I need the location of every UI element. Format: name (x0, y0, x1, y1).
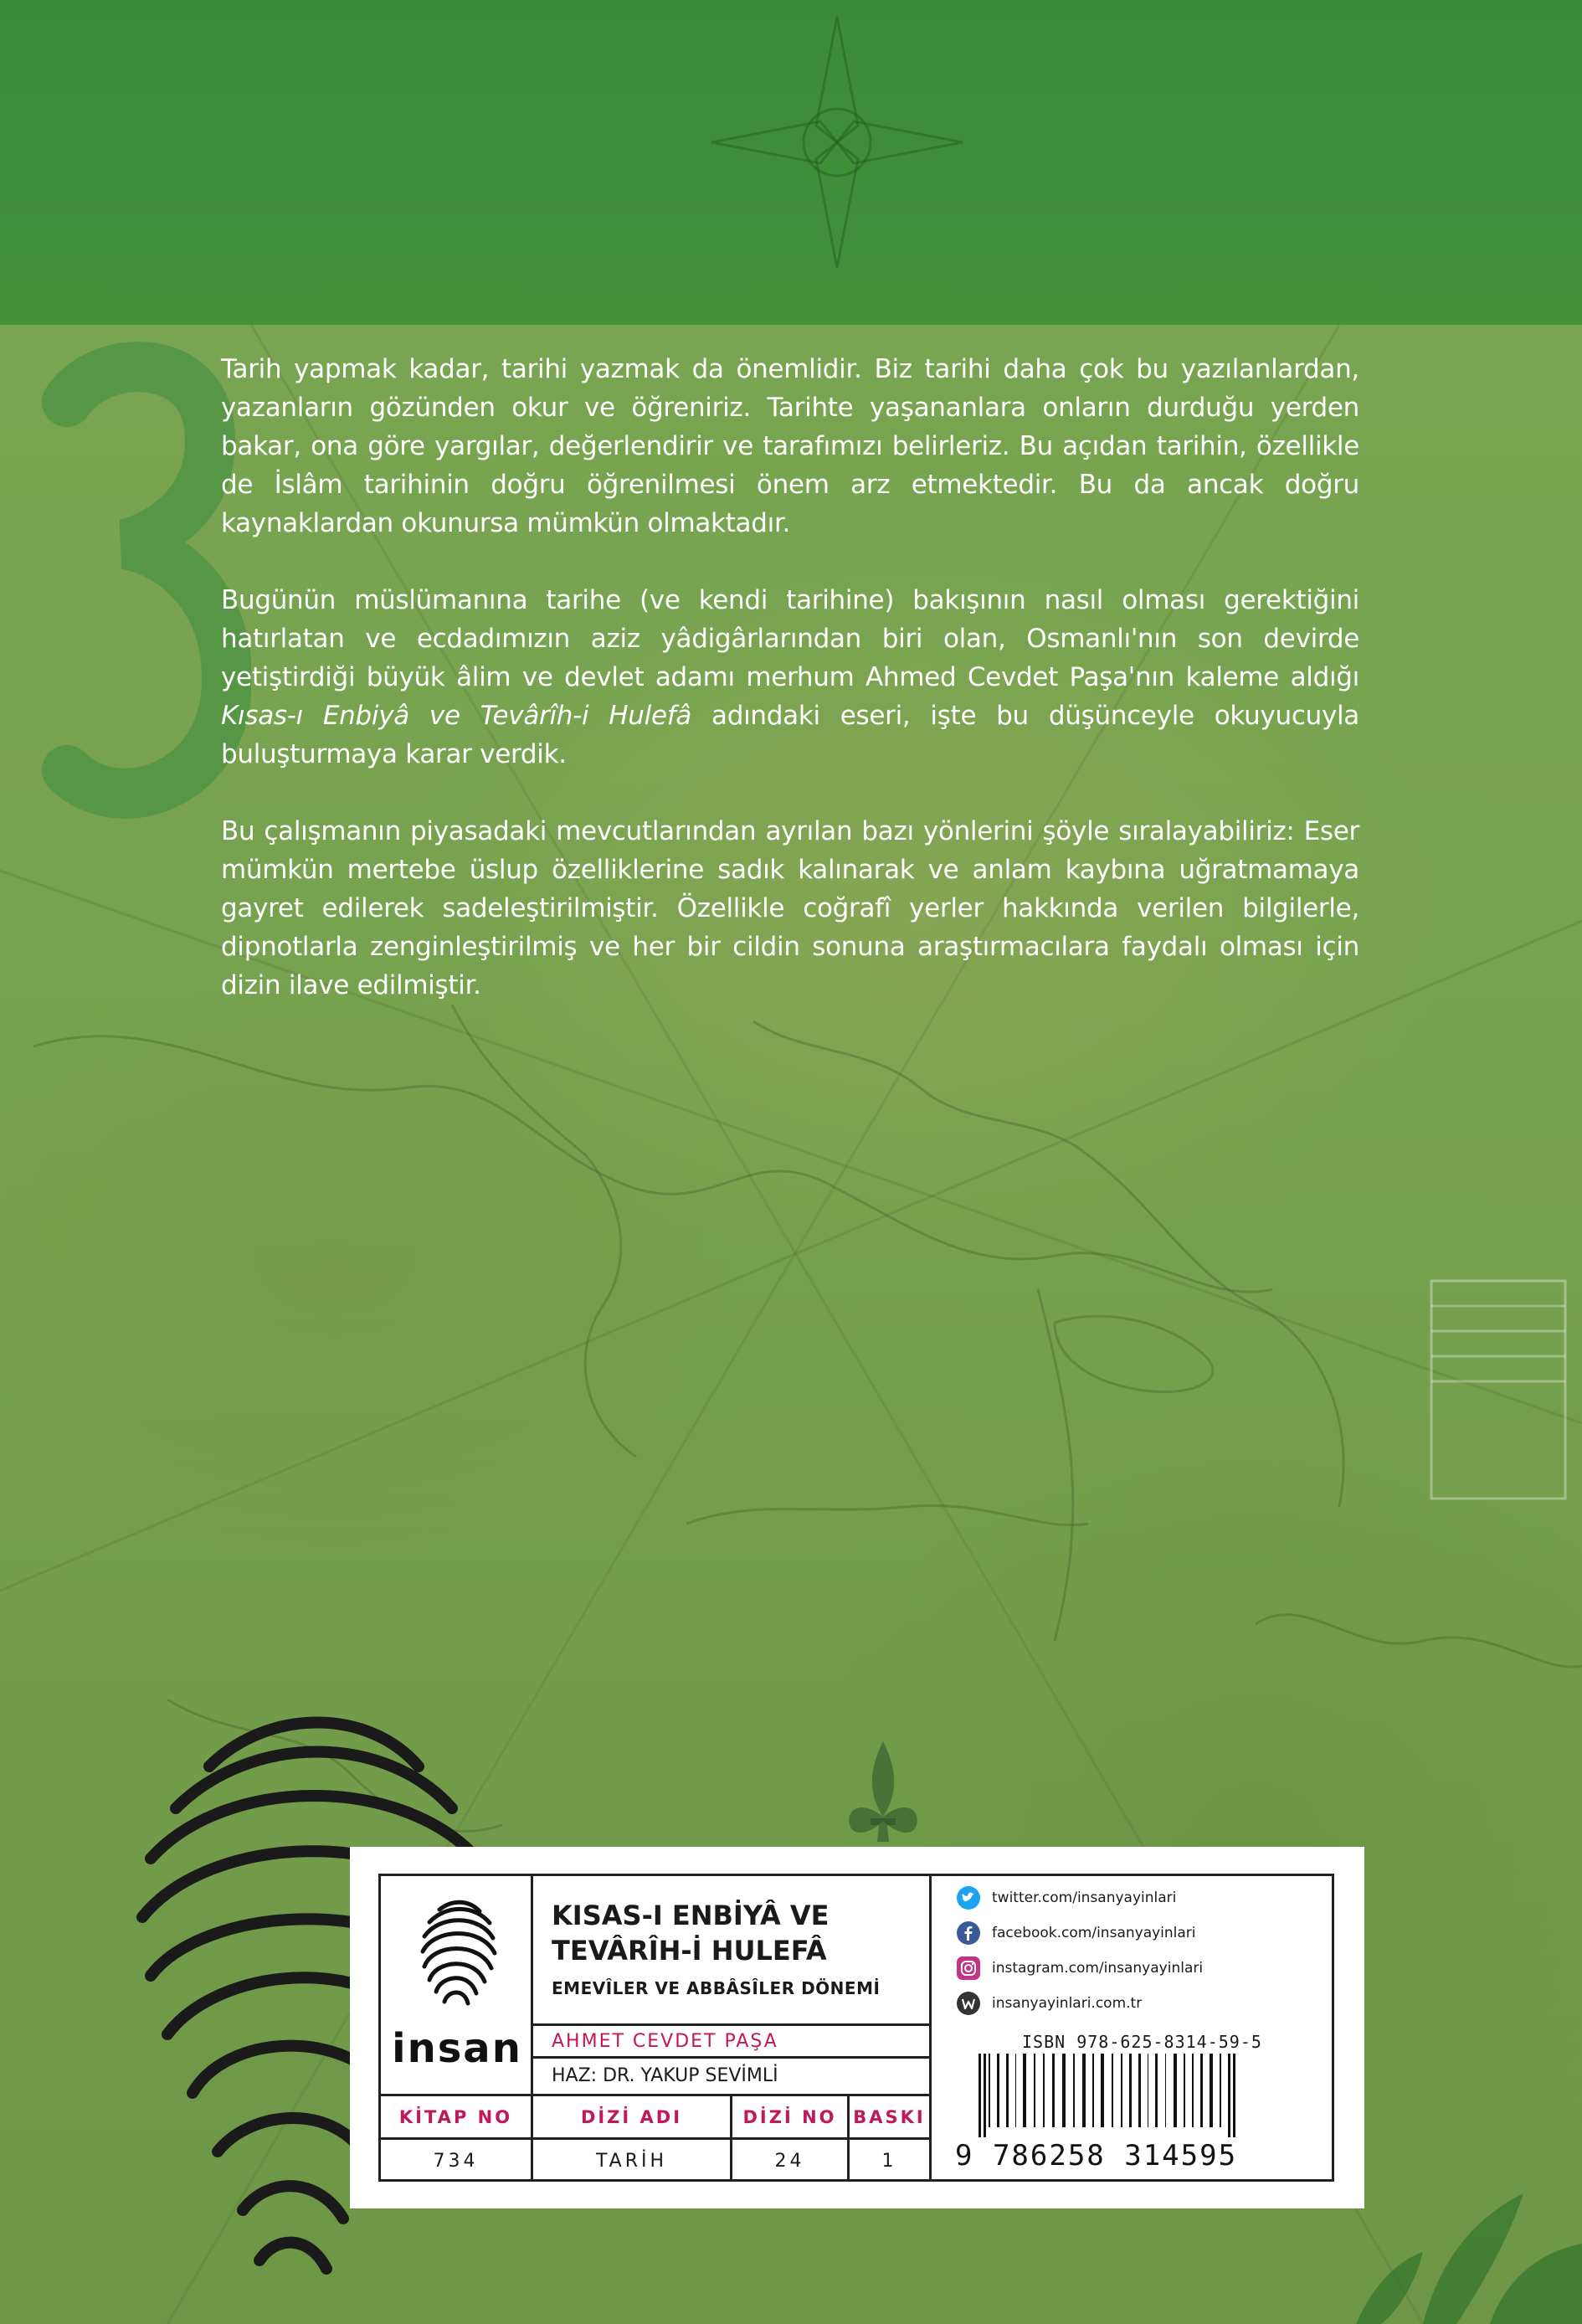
barcode-bar (1184, 2054, 1185, 2127)
catalog-header-series-name: DİZİ ADI (533, 2096, 730, 2140)
fingerprint-logo-icon (381, 1876, 533, 2027)
barcode-bar (1121, 2054, 1122, 2127)
blurb-paragraph-2-end: adındaki eseri, işte bu düşünceyle okuyucuyla buluşturmaya karar verdik. (221, 701, 1360, 769)
catalog-col-edition (850, 2096, 929, 2182)
catalog-header-book-no: KİTAP NO (381, 2096, 531, 2140)
blurb-paragraph-3: Bu çalışmanın piyasadaki mevcutlarından ayrılan bazı yönlerini şöyle sıralayabiliriz: Eser mümkün mertebe üslup özelliklerine sadık kalınarak ve anlam kaybına uğratmamaya gayret edilerek sadeleştirilmiştir. Özellikle coğrafî yerler hakkında verilen bilgilerle, dipnotlarla zenginleştirilmiş ve her bir cildin sonuna araştırmacılara faydalı olması için dizin ilave edilmiştir. (221, 816, 1359, 1000)
catalog-value-edition: 1 (881, 2150, 897, 2172)
barcode-bar (1200, 2054, 1203, 2127)
barcode-bar (1228, 2054, 1230, 2137)
barcode-bar (1015, 2054, 1016, 2127)
twitter-icon (957, 1886, 980, 1910)
instagram-link-text: instagram.com/insanyayinlari (992, 1960, 1204, 1977)
web-icon (957, 1992, 980, 2015)
barcode-bar (1210, 2054, 1213, 2127)
editor-name: HAZ: DR. YAKUP SEVİMLİ (552, 2065, 778, 2086)
barcode-bar (1006, 2054, 1009, 2127)
catalog-table (381, 2094, 932, 2182)
barcode-digits: 9 786258 314595 (955, 2139, 1238, 2172)
barcode-bar (1155, 2054, 1158, 2127)
catalog-value-book-no: 734 (433, 2150, 479, 2172)
barcode-bar (1052, 2054, 1055, 2127)
title-cell (533, 1876, 932, 2094)
barcode-bar (1062, 2054, 1066, 2127)
barcode-bar (1174, 2054, 1177, 2127)
book-subtitle: EMEVÎLER VE ABBÂSÎLER DÖNEMİ (552, 1978, 881, 1998)
author-name: AHMET CEVDET PAŞA (552, 2031, 778, 2052)
barcode-bar (984, 2054, 986, 2137)
twitter-link-text: twitter.com/insanyayinlari (992, 1890, 1177, 1906)
book-title-line-1: KISAS-I ENBİYÂ VE (552, 1900, 830, 1931)
barcode-bar (1233, 2054, 1235, 2137)
catalog-value-series-no: 24 (774, 2150, 805, 2172)
barcode-bar (1165, 2054, 1166, 2127)
back-cover-blurb (221, 350, 1359, 1043)
barcode-bar (1220, 2054, 1221, 2127)
catalog-header-series-no: DİZİ NO (732, 2096, 847, 2140)
book-title (552, 1898, 920, 1968)
barcode-bar (1043, 2054, 1045, 2127)
social-twitter (957, 1884, 1176, 1911)
barcode-bar (1101, 2054, 1104, 2127)
barcode-bar (1034, 2054, 1035, 2127)
catalog-value-series-name: TARİH (595, 2150, 668, 2172)
barcode-bar (1129, 2054, 1132, 2127)
isbn-number: ISBN 978-625-8314-59-5 (1022, 2032, 1262, 2052)
barcode (973, 2054, 1308, 2137)
blurb-paragraph-2-start: Bugünün müslümanına tarihe (ve kendi tarihine) bakışının nasıl olması gerektiğini hatırlatan ve ecdadımızın aziz yâdigârlarından biri olan, Osmanlı'nın son devirde yetiştirdiği büyük âlim ve devlet adamı merhum Ahmed Cevdet Paşa'nın kaleme aldığı (221, 585, 1359, 692)
instagram-icon (957, 1956, 980, 1980)
social-facebook (957, 1920, 1196, 1946)
plant-illustration (1356, 2193, 1582, 2324)
facebook-link-text: facebook.com/insanyayinlari (992, 1925, 1196, 1941)
facebook-icon (957, 1921, 980, 1945)
author-row (533, 2023, 929, 2059)
catalog-header-edition: BASKI (850, 2096, 929, 2140)
barcode-bar (989, 2054, 990, 2127)
barcode-bar (978, 2054, 981, 2137)
large-number-three-decoration (33, 335, 251, 837)
website-link-text: insanyayinlari.com.tr (992, 1995, 1143, 2012)
catalog-col-series-name (533, 2096, 732, 2182)
social-website (957, 1990, 1142, 2017)
barcode-bar (1073, 2054, 1075, 2127)
barcode-bar (1192, 2054, 1194, 2127)
barcode-bar (1112, 2054, 1113, 2127)
catalog-col-series-no (732, 2096, 850, 2182)
barcode-bar (1023, 2054, 1026, 2127)
barcode-bar (1082, 2054, 1086, 2127)
barcode-bar (1138, 2054, 1141, 2127)
barcode-bar (1092, 2054, 1094, 2127)
book-info-box (350, 1847, 1364, 2208)
book-title-italic: Kısas-ı Enbiyâ ve Tevârîh-i Hulefâ (221, 701, 692, 731)
fleur-de-lis-icon (849, 1741, 917, 1842)
barcode-bar (997, 2054, 999, 2127)
social-instagram (957, 1955, 1203, 1982)
publisher-logo-text: insan (392, 2025, 522, 2072)
publisher-logo-cell (381, 1876, 533, 2094)
blurb-paragraph-2 (221, 581, 1359, 774)
book-title-line-2: TEVÂRÎH-İ HULEFÂ (552, 1935, 827, 1967)
social-and-isbn-cell (932, 1876, 1334, 2172)
blurb-paragraph-1: Tarih yapmak kadar, tarihi yazmak da önemlidir. Biz tarihi daha çok bu yazılanlardan, yazanların gözünden okur ve öğreniriz. Tarihte yaşananlara onların durduğu yerden bakar, ona göre yargılar, değerlendirir ve tarafımızı belirleriz. Bu açıdan tarihin, özellikle de İslâm tarihinin doğru öğrenilmesi önem arz etmektedir. Bu da ancak doğru kaynaklardan okunursa mümkün olmaktadır. (221, 354, 1359, 538)
catalog-col-book-no (381, 2096, 533, 2182)
book-info-frame (378, 1874, 1334, 2182)
